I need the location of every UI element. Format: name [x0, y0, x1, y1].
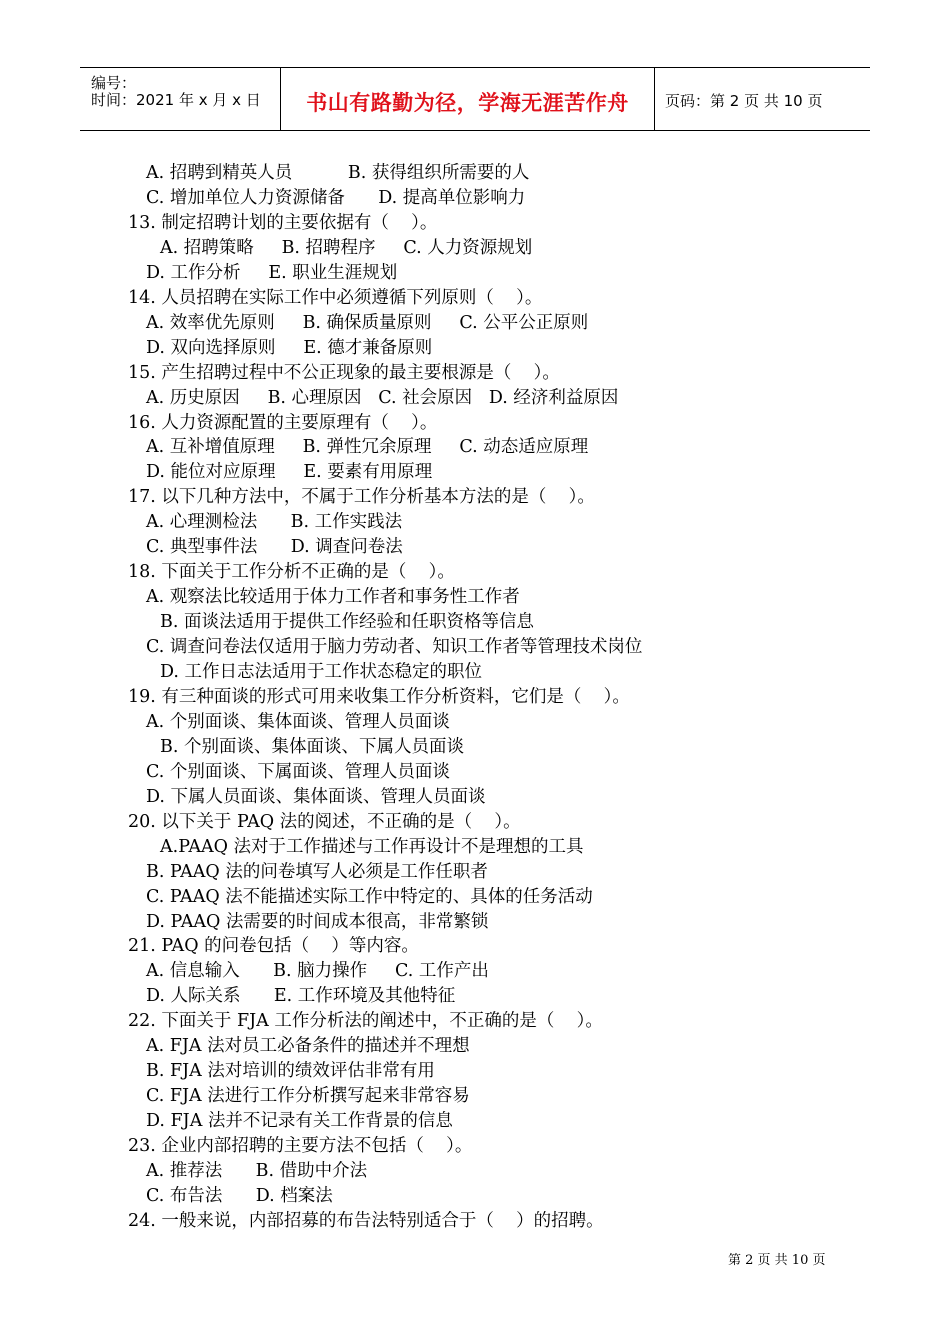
- question-stem: 17. 以下几种方法中，不属于工作分析基本方法的是（ ）。: [128, 487, 595, 508]
- question-stem: 20. 以下关于 PAQ 法的阅述，不正确的是（ ）。: [128, 811, 521, 832]
- question-stem: 16. 人力资源配置的主要原理有（ ）。: [128, 412, 438, 433]
- option-line: B. FJA 法对培训的绩效评估非常有用: [146, 1061, 435, 1082]
- option-line: C. 调查问卷法仅适用于脑力劳动者、知识工作者等管理技术岗位: [146, 637, 643, 658]
- header-motto-cell: [281, 68, 655, 130]
- option-line: D. 能位对应原理 E. 要素有用原理: [146, 462, 433, 483]
- option-line: A. 招聘策略 B. 招聘程序 C. 人力资源规划: [160, 237, 533, 258]
- question-stem: 13. 制定招聘计划的主要依据有（ ）。: [128, 212, 438, 233]
- option-line: A. 推荐法 B. 借助中介法: [146, 1161, 368, 1181]
- option-line: D. 工作分析 E. 职业生涯规划: [146, 262, 398, 283]
- option-line: C. FJA 法进行工作分析撰写起来非常容易: [146, 1086, 470, 1107]
- question-stem: 18. 下面关于工作分析不正确的是（ ）。: [128, 562, 455, 583]
- page-header: [80, 67, 870, 131]
- option-line: C. 布告法 D. 档案法: [146, 1185, 333, 1206]
- question-stem: 23. 企业内部招聘的主要方法不包括（ ）。: [128, 1136, 473, 1157]
- option-line: A. 心理测检法 B. 工作实践法: [146, 512, 403, 533]
- option-line: B. 个别面谈、集体面谈、下属人员面谈: [160, 736, 464, 757]
- header-page-cell: [655, 68, 870, 130]
- page-footer: 第 2 页 共 10 页: [728, 1253, 826, 1268]
- option-line: A. 历史原因 B. 心理原因 C. 社会原因 D. 经济利益原因: [146, 387, 619, 408]
- option-line: A. FJA 法对员工必备条件的描述并不理想: [146, 1036, 470, 1057]
- date-label: 时间：2021 年 x 月 x 日: [91, 91, 261, 109]
- option-line: D. 工作日志法适用于工作状态稳定的职位: [160, 662, 483, 682]
- header-meta: [80, 68, 281, 130]
- option-line: A. 个别面谈、集体面谈、管理人员面谈: [146, 711, 450, 732]
- option-line: B. PAAQ 法的问卷填写人必须是工作任职者: [146, 861, 488, 882]
- option-line: D. 下属人员面谈、集体面谈、管理人员面谈: [146, 786, 486, 807]
- option-line: A. 信息输入 B. 脑力操作 C. 工作产出: [146, 961, 489, 982]
- question-stem: 15. 产生招聘过程中不公正现象的最主要根源是（ ）。: [128, 362, 560, 383]
- option-line: D. PAAQ 法需要的时间成本很高，非常繁锁: [146, 911, 489, 932]
- question-stem: 19. 有三种面谈的形式可用来收集工作分析资料，它们是（ ）。: [128, 686, 630, 707]
- option-line: A. 互补增值原理 B. 弹性冗余原理 C. 动态适应原理: [146, 437, 589, 458]
- option-line: C. 典型事件法 D. 调查问卷法: [146, 537, 403, 558]
- option-line: C. PAAQ 法不能描述实际工作中特定的、具体的任务活动: [146, 886, 593, 907]
- page-info: 页码：第 2 页 共 10 页: [665, 92, 823, 110]
- option-line: D. FJA 法并不记录有关工作背景的信息: [146, 1111, 453, 1132]
- option-line: D. 双向选择原则 E. 德才兼备原则: [146, 337, 433, 358]
- option-line: D. 人际关系 E. 工作环境及其他特征: [146, 986, 456, 1007]
- question-stem: 14. 人员招聘在实际工作中必须遵循下列原则（ ）。: [128, 287, 543, 308]
- question-stem: 22. 下面关于 FJA 工作分析法的阐述中，不正确的是（ ）。: [128, 1011, 603, 1032]
- option-line: C. 个别面谈、下属面谈、管理人员面谈: [146, 761, 450, 782]
- option-line: A. 效率优先原则 B. 确保质量原则 C. 公平公正原则: [146, 312, 589, 333]
- serial-number-label: 编号：: [91, 74, 137, 92]
- question-stem: 21. PAQ 的问卷包括（ ）等内容。: [128, 936, 419, 957]
- question-stem: 24. 一般来说，内部招募的布告法特别适合于（ ）的招聘。: [128, 1210, 604, 1231]
- option-line: A. 招聘到精英人员 B. 获得组织所需要的人: [146, 163, 530, 183]
- motto-text: 书山有路勤为径，学海无涯苦作舟: [306, 91, 629, 115]
- option-line: B. 面谈法适用于提供工作经验和任职资格等信息: [160, 612, 534, 633]
- option-line: A.PAAQ 法对于工作描述与工作再设计不是理想的工具: [160, 836, 584, 857]
- option-line: C. 增加单位人力资源储备 D. 提高单位影响力: [146, 187, 526, 208]
- option-line: A. 观察法比较适用于体力工作者和事务性工作者: [146, 587, 520, 608]
